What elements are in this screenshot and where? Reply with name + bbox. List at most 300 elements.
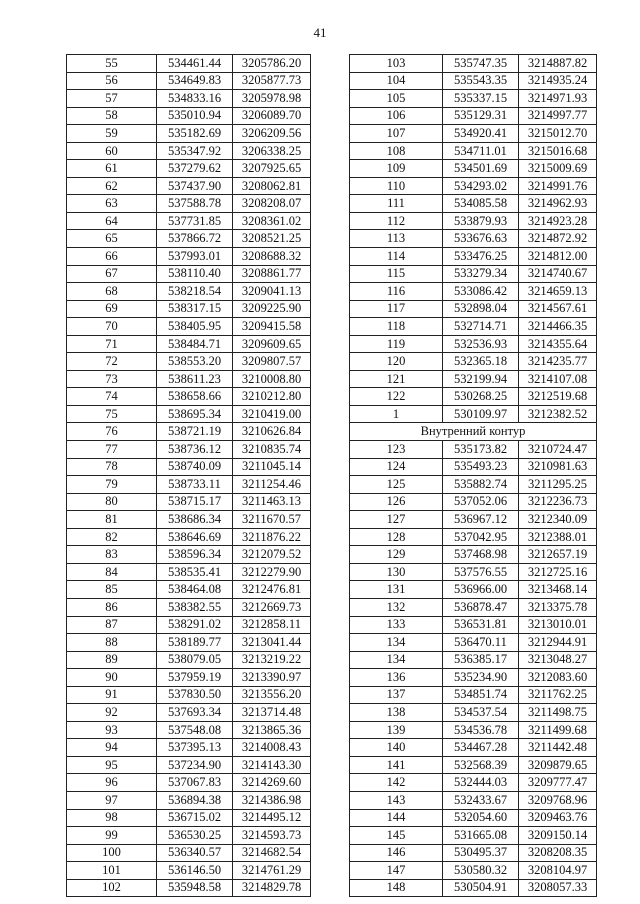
- section-header-row: [350, 423, 597, 441]
- table-row: [67, 125, 311, 143]
- y-coordinate-cell: 3210419.00: [233, 405, 311, 423]
- point-number-cell: 55: [67, 55, 157, 73]
- x-coordinate-cell: 534293.02: [443, 177, 519, 195]
- x-coordinate-cell: 538535.41: [157, 563, 233, 581]
- table-row: [67, 493, 311, 511]
- table-row: [67, 142, 311, 160]
- y-coordinate-cell: 3214971.93: [519, 90, 597, 108]
- y-coordinate-cell: 3214872.92: [519, 230, 597, 248]
- point-number-cell: 129: [350, 546, 443, 564]
- table-row: [67, 791, 311, 809]
- y-coordinate-cell: 3213041.44: [233, 634, 311, 652]
- y-coordinate-cell: 3214386.98: [233, 791, 311, 809]
- y-coordinate-cell: 3209415.58: [233, 318, 311, 336]
- y-coordinate-cell: 3213865.36: [233, 721, 311, 739]
- table-row: [350, 844, 597, 862]
- y-coordinate-cell: 3211762.25: [519, 686, 597, 704]
- point-number-cell: 76: [67, 423, 157, 441]
- x-coordinate-cell: 537959.19: [157, 669, 233, 687]
- point-number-cell: 92: [67, 704, 157, 722]
- table-row: [67, 283, 311, 301]
- table-row: [67, 581, 311, 599]
- x-coordinate-cell: 537437.90: [157, 177, 233, 195]
- table-row: [67, 265, 311, 283]
- y-coordinate-cell: 3214682.54: [233, 844, 311, 862]
- y-coordinate-cell: 3208104.97: [519, 862, 597, 880]
- x-coordinate-cell: 534467.28: [443, 739, 519, 757]
- point-number-cell: 121: [350, 370, 443, 388]
- point-number-cell: 110: [350, 177, 443, 195]
- y-coordinate-cell: 3209879.65: [519, 756, 597, 774]
- x-coordinate-cell: 535234.90: [443, 669, 519, 687]
- table-row: [67, 704, 311, 722]
- point-number-cell: 103: [350, 55, 443, 73]
- y-coordinate-cell: 3213390.97: [233, 669, 311, 687]
- table-row: [350, 370, 597, 388]
- y-coordinate-cell: 3213714.48: [233, 704, 311, 722]
- y-coordinate-cell: 3213219.22: [233, 651, 311, 669]
- x-coordinate-cell: 532199.94: [443, 370, 519, 388]
- table-row: [350, 493, 597, 511]
- x-coordinate-cell: 537830.50: [157, 686, 233, 704]
- y-coordinate-cell: 3212340.09: [519, 511, 597, 529]
- table-row: [67, 107, 311, 125]
- coordinates-table-left: [66, 54, 311, 897]
- table-row: [350, 616, 597, 634]
- table-row: [67, 546, 311, 564]
- x-coordinate-cell: 538715.17: [157, 493, 233, 511]
- y-coordinate-cell: 3211254.46: [233, 476, 311, 494]
- y-coordinate-cell: 3205786.20: [233, 55, 311, 73]
- table-row: [67, 318, 311, 336]
- point-number-cell: 145: [350, 827, 443, 845]
- x-coordinate-cell: 533676.63: [443, 230, 519, 248]
- x-coordinate-cell: 530580.32: [443, 862, 519, 880]
- table-row: [67, 212, 311, 230]
- point-number-cell: 111: [350, 195, 443, 213]
- x-coordinate-cell: 538686.34: [157, 511, 233, 529]
- y-coordinate-cell: 3209463.76: [519, 809, 597, 827]
- x-coordinate-cell: 538695.34: [157, 405, 233, 423]
- x-coordinate-cell: 538382.55: [157, 598, 233, 616]
- table-row: [67, 634, 311, 652]
- y-coordinate-cell: 3211442.48: [519, 739, 597, 757]
- x-coordinate-cell: 534461.44: [157, 55, 233, 73]
- point-number-cell: 128: [350, 528, 443, 546]
- x-coordinate-cell: 534711.01: [443, 142, 519, 160]
- y-coordinate-cell: 3214269.60: [233, 774, 311, 792]
- table-row: [350, 651, 597, 669]
- point-number-cell: 118: [350, 318, 443, 336]
- table-row: [67, 827, 311, 845]
- table-row: [350, 177, 597, 195]
- point-number-cell: 94: [67, 739, 157, 757]
- y-coordinate-cell: 3214923.28: [519, 212, 597, 230]
- x-coordinate-cell: 533086.42: [443, 283, 519, 301]
- y-coordinate-cell: 3214812.00: [519, 248, 597, 266]
- y-coordinate-cell: 3208688.32: [233, 248, 311, 266]
- point-number-cell: 132: [350, 598, 443, 616]
- table-row: [350, 581, 597, 599]
- y-coordinate-cell: 3209150.14: [519, 827, 597, 845]
- y-coordinate-cell: 3214761.29: [233, 862, 311, 880]
- y-coordinate-cell: 3209041.13: [233, 283, 311, 301]
- table-row: [350, 405, 597, 423]
- table-row: [350, 353, 597, 371]
- y-coordinate-cell: 3214740.67: [519, 265, 597, 283]
- table-row: [350, 90, 597, 108]
- x-coordinate-cell: 535948.58: [157, 879, 233, 897]
- x-coordinate-cell: 538740.09: [157, 458, 233, 476]
- point-number-cell: 116: [350, 283, 443, 301]
- point-number-cell: 80: [67, 493, 157, 511]
- y-coordinate-cell: 3214355.64: [519, 335, 597, 353]
- y-coordinate-cell: 3208521.25: [233, 230, 311, 248]
- point-number-cell: 86: [67, 598, 157, 616]
- coordinates-table-right: [349, 54, 597, 897]
- y-coordinate-cell: 3214235.77: [519, 353, 597, 371]
- x-coordinate-cell: 533476.25: [443, 248, 519, 266]
- y-coordinate-cell: 3214593.73: [233, 827, 311, 845]
- table-row: [350, 721, 597, 739]
- table-row: [350, 528, 597, 546]
- x-coordinate-cell: 530495.37: [443, 844, 519, 862]
- x-coordinate-cell: 535337.15: [443, 90, 519, 108]
- y-coordinate-cell: 3208057.33: [519, 879, 597, 897]
- point-number-cell: 71: [67, 335, 157, 353]
- table-row: [350, 809, 597, 827]
- table-row: [350, 125, 597, 143]
- table-row: [350, 476, 597, 494]
- table-row: [350, 774, 597, 792]
- point-number-cell: 83: [67, 546, 157, 564]
- point-number-cell: 1: [350, 405, 443, 423]
- table-row: [350, 511, 597, 529]
- x-coordinate-cell: 532054.60: [443, 809, 519, 827]
- table-row: [350, 563, 597, 581]
- table-row: [67, 72, 311, 90]
- y-coordinate-cell: 3208062.81: [233, 177, 311, 195]
- y-coordinate-cell: 3210724.47: [519, 441, 597, 459]
- point-number-cell: 100: [67, 844, 157, 862]
- y-coordinate-cell: 3214935.24: [519, 72, 597, 90]
- y-coordinate-cell: 3214495.12: [233, 809, 311, 827]
- y-coordinate-cell: 3208208.07: [233, 195, 311, 213]
- point-number-cell: 123: [350, 441, 443, 459]
- x-coordinate-cell: 538721.19: [157, 423, 233, 441]
- y-coordinate-cell: 3211498.75: [519, 704, 597, 722]
- table-row: [350, 230, 597, 248]
- point-number-cell: 57: [67, 90, 157, 108]
- point-number-cell: 97: [67, 791, 157, 809]
- y-coordinate-cell: 3210008.80: [233, 370, 311, 388]
- y-coordinate-cell: 3209225.90: [233, 300, 311, 318]
- table-row: [67, 476, 311, 494]
- point-number-cell: 115: [350, 265, 443, 283]
- point-number-cell: 77: [67, 441, 157, 459]
- point-number-cell: 65: [67, 230, 157, 248]
- y-coordinate-cell: 3212519.68: [519, 388, 597, 406]
- point-number-cell: 63: [67, 195, 157, 213]
- point-number-cell: 126: [350, 493, 443, 511]
- x-coordinate-cell: 533879.93: [443, 212, 519, 230]
- table-row: [350, 72, 597, 90]
- x-coordinate-cell: 538736.12: [157, 441, 233, 459]
- x-coordinate-cell: 535747.35: [443, 55, 519, 73]
- point-number-cell: 56: [67, 72, 157, 90]
- point-number-cell: 139: [350, 721, 443, 739]
- table-row: [350, 704, 597, 722]
- point-number-cell: 124: [350, 458, 443, 476]
- point-number-cell: 120: [350, 353, 443, 371]
- point-number-cell: 96: [67, 774, 157, 792]
- point-number-cell: 82: [67, 528, 157, 546]
- table-row: [350, 248, 597, 266]
- x-coordinate-cell: 536894.38: [157, 791, 233, 809]
- table-row: [67, 300, 311, 318]
- point-number-cell: 130: [350, 563, 443, 581]
- point-number-cell: 101: [67, 862, 157, 880]
- y-coordinate-cell: 3210212.80: [233, 388, 311, 406]
- y-coordinate-cell: 3211670.57: [233, 511, 311, 529]
- x-coordinate-cell: 536385.17: [443, 651, 519, 669]
- x-coordinate-cell: 534851.74: [443, 686, 519, 704]
- x-coordinate-cell: 535543.35: [443, 72, 519, 90]
- y-coordinate-cell: 3212476.81: [233, 581, 311, 599]
- point-number-cell: 127: [350, 511, 443, 529]
- table-row: [67, 248, 311, 266]
- x-coordinate-cell: 538405.95: [157, 318, 233, 336]
- point-number-cell: 98: [67, 809, 157, 827]
- point-number-cell: 60: [67, 142, 157, 160]
- x-coordinate-cell: 536470.11: [443, 634, 519, 652]
- y-coordinate-cell: 3206089.70: [233, 107, 311, 125]
- x-coordinate-cell: 537693.34: [157, 704, 233, 722]
- point-number-cell: 88: [67, 634, 157, 652]
- point-number-cell: 125: [350, 476, 443, 494]
- y-coordinate-cell: 3210835.74: [233, 441, 311, 459]
- y-coordinate-cell: 3214887.82: [519, 55, 597, 73]
- x-coordinate-cell: 536715.02: [157, 809, 233, 827]
- y-coordinate-cell: 3209777.47: [519, 774, 597, 792]
- y-coordinate-cell: 3215016.68: [519, 142, 597, 160]
- x-coordinate-cell: 534537.54: [443, 704, 519, 722]
- x-coordinate-cell: 533279.34: [443, 265, 519, 283]
- y-coordinate-cell: 3210626.84: [233, 423, 311, 441]
- y-coordinate-cell: 3213468.14: [519, 581, 597, 599]
- table-row: [67, 774, 311, 792]
- table-row: [67, 809, 311, 827]
- point-number-cell: 146: [350, 844, 443, 862]
- table-row: [350, 862, 597, 880]
- x-coordinate-cell: 535493.23: [443, 458, 519, 476]
- point-number-cell: 117: [350, 300, 443, 318]
- point-number-cell: 73: [67, 370, 157, 388]
- x-coordinate-cell: 537067.83: [157, 774, 233, 792]
- y-coordinate-cell: 3212725.16: [519, 563, 597, 581]
- point-number-cell: 59: [67, 125, 157, 143]
- y-coordinate-cell: 3211876.22: [233, 528, 311, 546]
- point-number-cell: 113: [350, 230, 443, 248]
- point-number-cell: 67: [67, 265, 157, 283]
- table-row: [67, 879, 311, 897]
- table-row: [67, 651, 311, 669]
- x-coordinate-cell: 538611.23: [157, 370, 233, 388]
- y-coordinate-cell: 3209609.65: [233, 335, 311, 353]
- table-row: [350, 283, 597, 301]
- y-coordinate-cell: 3214659.13: [519, 283, 597, 301]
- x-coordinate-cell: 538646.69: [157, 528, 233, 546]
- table-row: [350, 265, 597, 283]
- table-row: [350, 388, 597, 406]
- x-coordinate-cell: 537548.08: [157, 721, 233, 739]
- table-row: [350, 335, 597, 353]
- y-coordinate-cell: 3214143.30: [233, 756, 311, 774]
- x-coordinate-cell: 537576.55: [443, 563, 519, 581]
- y-coordinate-cell: 3213048.27: [519, 651, 597, 669]
- table-row: [67, 370, 311, 388]
- table-row: [67, 721, 311, 739]
- y-coordinate-cell: 3211045.14: [233, 458, 311, 476]
- x-coordinate-cell: 536967.12: [443, 511, 519, 529]
- x-coordinate-cell: 532444.03: [443, 774, 519, 792]
- table-row: [350, 546, 597, 564]
- point-number-cell: 64: [67, 212, 157, 230]
- point-number-cell: 137: [350, 686, 443, 704]
- y-coordinate-cell: 3214107.08: [519, 370, 597, 388]
- x-coordinate-cell: 530109.97: [443, 405, 519, 423]
- y-coordinate-cell: 3214567.61: [519, 300, 597, 318]
- point-number-cell: 69: [67, 300, 157, 318]
- y-coordinate-cell: 3212944.91: [519, 634, 597, 652]
- page-number: 41: [313, 25, 327, 40]
- x-coordinate-cell: 536146.50: [157, 862, 233, 880]
- x-coordinate-cell: 532365.18: [443, 353, 519, 371]
- x-coordinate-cell: 537588.78: [157, 195, 233, 213]
- point-number-cell: 141: [350, 756, 443, 774]
- table-row: [67, 686, 311, 704]
- y-coordinate-cell: 3208861.77: [233, 265, 311, 283]
- y-coordinate-cell: 3212388.01: [519, 528, 597, 546]
- point-number-cell: 85: [67, 581, 157, 599]
- x-coordinate-cell: 537993.01: [157, 248, 233, 266]
- point-number-cell: 108: [350, 142, 443, 160]
- point-number-cell: 144: [350, 809, 443, 827]
- table-row: [67, 598, 311, 616]
- table-row: [350, 756, 597, 774]
- table-row: [350, 142, 597, 160]
- x-coordinate-cell: 532714.71: [443, 318, 519, 336]
- table-row: [67, 563, 311, 581]
- table-row: [350, 441, 597, 459]
- inner-contour-label: Внутренний контур: [350, 423, 597, 441]
- table-row: [350, 791, 597, 809]
- table-row: [67, 511, 311, 529]
- y-coordinate-cell: 3213010.01: [519, 616, 597, 634]
- x-coordinate-cell: 535173.82: [443, 441, 519, 459]
- y-coordinate-cell: 3211295.25: [519, 476, 597, 494]
- x-coordinate-cell: 537731.85: [157, 212, 233, 230]
- table-row: [350, 55, 597, 73]
- point-number-cell: 75: [67, 405, 157, 423]
- y-coordinate-cell: 3214008.43: [233, 739, 311, 757]
- table-row: [67, 528, 311, 546]
- table-row: [350, 195, 597, 213]
- x-coordinate-cell: 536530.25: [157, 827, 233, 845]
- x-coordinate-cell: 538553.20: [157, 353, 233, 371]
- point-number-cell: 134: [350, 651, 443, 669]
- x-coordinate-cell: 532433.67: [443, 791, 519, 809]
- point-number-cell: 91: [67, 686, 157, 704]
- x-coordinate-cell: 536878.47: [443, 598, 519, 616]
- x-coordinate-cell: 538079.05: [157, 651, 233, 669]
- point-number-cell: 105: [350, 90, 443, 108]
- point-number-cell: 107: [350, 125, 443, 143]
- point-number-cell: 112: [350, 212, 443, 230]
- y-coordinate-cell: 3207925.65: [233, 160, 311, 178]
- x-coordinate-cell: 532898.04: [443, 300, 519, 318]
- x-coordinate-cell: 534085.58: [443, 195, 519, 213]
- point-number-cell: 119: [350, 335, 443, 353]
- x-coordinate-cell: 538218.54: [157, 283, 233, 301]
- table-row: [350, 669, 597, 687]
- table-row: [350, 458, 597, 476]
- table-row: [67, 335, 311, 353]
- y-coordinate-cell: 3214991.76: [519, 177, 597, 195]
- y-coordinate-cell: 3211499.68: [519, 721, 597, 739]
- point-number-cell: 79: [67, 476, 157, 494]
- x-coordinate-cell: 538189.77: [157, 634, 233, 652]
- y-coordinate-cell: 3212382.52: [519, 405, 597, 423]
- x-coordinate-cell: 532536.93: [443, 335, 519, 353]
- y-coordinate-cell: 3210981.63: [519, 458, 597, 476]
- x-coordinate-cell: 535882.74: [443, 476, 519, 494]
- table-row: [67, 423, 311, 441]
- table-row: [350, 634, 597, 652]
- table-row: [67, 669, 311, 687]
- point-number-cell: 106: [350, 107, 443, 125]
- point-number-cell: 147: [350, 862, 443, 880]
- table-row: [350, 598, 597, 616]
- y-coordinate-cell: 3212236.73: [519, 493, 597, 511]
- x-coordinate-cell: 531665.08: [443, 827, 519, 845]
- y-coordinate-cell: 3215012.70: [519, 125, 597, 143]
- table-row: [67, 90, 311, 108]
- x-coordinate-cell: 530504.91: [443, 879, 519, 897]
- table-row: [67, 862, 311, 880]
- point-number-cell: 62: [67, 177, 157, 195]
- x-coordinate-cell: 538317.15: [157, 300, 233, 318]
- x-coordinate-cell: 535010.94: [157, 107, 233, 125]
- table-row: [67, 441, 311, 459]
- y-coordinate-cell: 3212079.52: [233, 546, 311, 564]
- y-coordinate-cell: 3214962.93: [519, 195, 597, 213]
- x-coordinate-cell: 537042.95: [443, 528, 519, 546]
- x-coordinate-cell: 537866.72: [157, 230, 233, 248]
- x-coordinate-cell: 534833.16: [157, 90, 233, 108]
- table-row: [350, 160, 597, 178]
- table-row: [67, 177, 311, 195]
- table-row: [67, 195, 311, 213]
- x-coordinate-cell: 530268.25: [443, 388, 519, 406]
- y-coordinate-cell: 3206338.25: [233, 142, 311, 160]
- point-number-cell: 93: [67, 721, 157, 739]
- point-number-cell: 66: [67, 248, 157, 266]
- table-row: [350, 686, 597, 704]
- table-row: [350, 107, 597, 125]
- point-number-cell: 138: [350, 704, 443, 722]
- x-coordinate-cell: 538733.11: [157, 476, 233, 494]
